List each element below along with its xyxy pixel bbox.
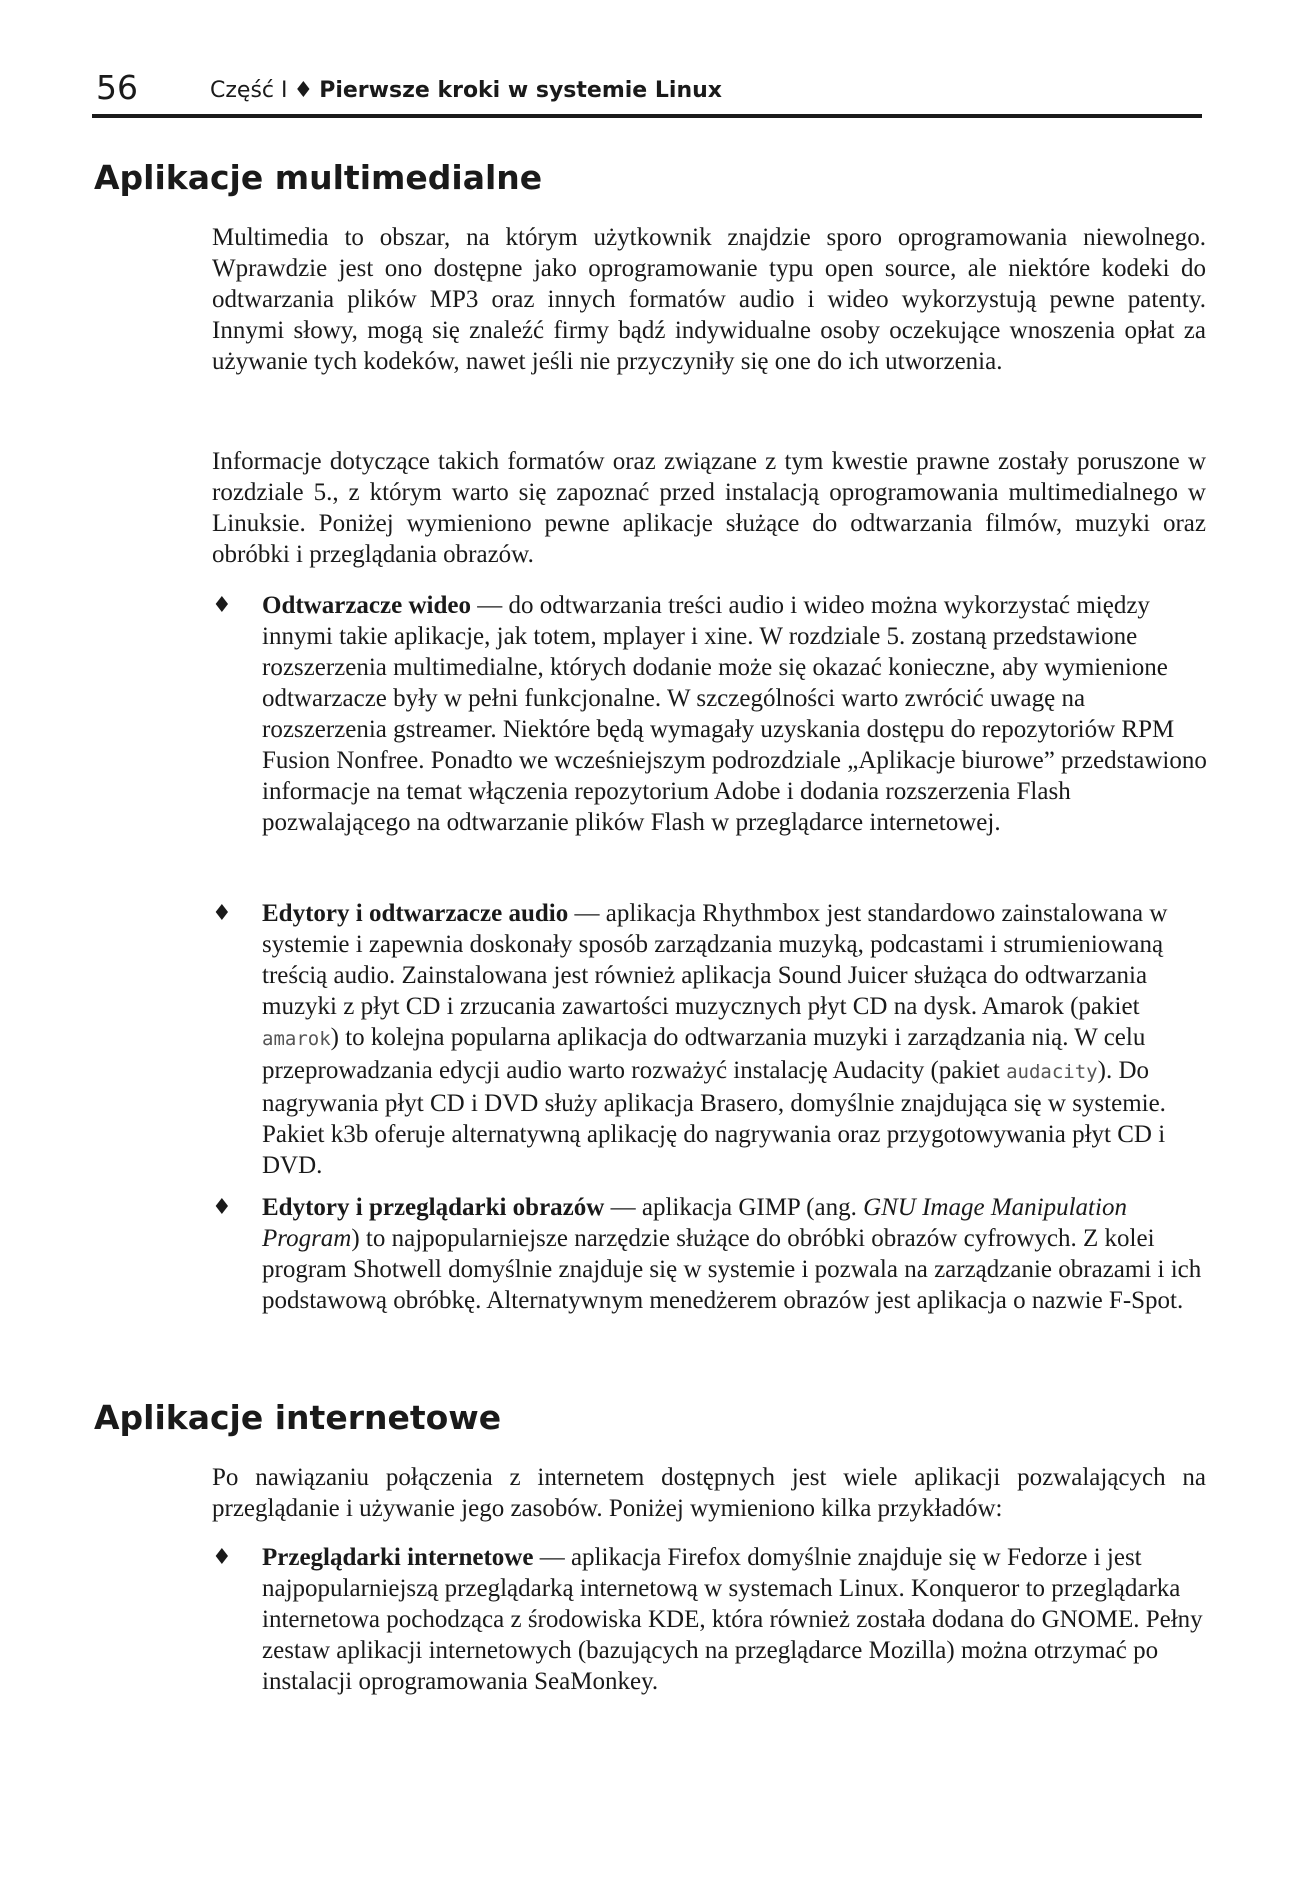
bullet-diamond-icon: ♦ — [212, 1195, 232, 1220]
running-header — [92, 68, 1202, 118]
list-item-description: ) to najpopularniejsze narzędzie służące do obróbki obrazów cyfrowych. Z kolei program Shotwell domyślnie znajduje się w systemie i pozwala na zarządzanie obrazami i ich podstawową obróbkę. Alternatywnym menedżerem obrazów jest aplikacja o nazwie F-Spot. — [262, 1225, 1202, 1314]
list-item-description: ). Do nagrywania płyt CD i DVD służy aplikacja Brasero, domyślnie znajdująca się w systemie. Pakiet k3b oferuje alternatywną aplikację do nagrywania oraz przygotowywania płyt CD i DVD. — [262, 1057, 1166, 1179]
list-item-text — [262, 1542, 1208, 1697]
list-item-description: — aplikacja Rhythmbox jest standardowo zainstalowana w systemie i zapewnia doskonały sposób zarządzania muzyką, podcastami i strumieniowaną treścią audio. Zainstalowana jest również aplikacja Sound Juicer służąca do odtwarzania muzyki z płyt CD i zrzucania zawartości muzycznych płyt CD na dysk. Amarok (pakiet — [262, 900, 1168, 1020]
paragraph: Multimedia to obszar, na którym użytkownik znajdzie sporo oprogramowania niewolnego. Wprawdzie jest ono dostępne jako oprogramowanie typu open source, ale niektóre kodeki do odtwarzania plików MP3 oraz innych formatów audio i wideo wykorzystują pewne patenty. Innymi słowy, mogą się znaleźć firmy bądź indywidualne osoby oczekujące wnoszenia opłat za używanie tych kodeków, nawet jeśli nie przyczyniły się one do ich utworzenia. — [212, 224, 1206, 375]
list-item-italic-term: GNU Image Manipulation Program — [262, 1194, 1127, 1252]
paragraph: Informacje dotyczące takich formatów oraz związane z tym kwestie prawne zostały poruszone w rozdziale 5., z którym warto się zapoznać przed instalacją oprogramowania multimedialnego w Linuksie. Poniżej wymieniono pewne aplikacje służące do odtwarzania filmów, muzyki oraz obróbki i przeglądania obrazów. — [212, 448, 1206, 568]
list-item-text — [262, 590, 1208, 838]
running-title — [210, 76, 722, 106]
list-item-text — [262, 1192, 1208, 1316]
list-item-term: Odtwarzacze wideo — [262, 592, 471, 619]
list-item-description: — aplikacja Firefox domyślnie znajduje się w Fedorze i jest najpopularniejszą przeglądarką internetową w systemach Linux. Konqueror to przeglądarka internetowa pochodząca z środowiska KDE, która również została dodana do GNOME. Pełny zestaw aplikacji internetowych (bazujących na przeglądarce Mozilla) można otrzymać po instalacji oprogramowania SeaMonkey. — [262, 1544, 1203, 1695]
list-item-term: Przeglądarki internetowe — [262, 1544, 534, 1571]
section-heading-internet: Aplikacje internetowe — [94, 1398, 502, 1437]
list-item-term: Edytory i przeglądarki obrazów — [262, 1194, 605, 1221]
bullet-diamond-icon: ♦ — [212, 593, 232, 618]
part-label: Część I — [210, 78, 288, 103]
paragraph-formats-info — [212, 446, 1206, 570]
list-item-text — [262, 898, 1208, 1181]
list-item-image-editors — [212, 1192, 1208, 1316]
paragraph-internet-intro — [212, 1462, 1206, 1524]
page-number: 56 — [96, 68, 138, 107]
list-item-audio-editors — [212, 898, 1208, 1181]
bullet-diamond-icon: ♦ — [212, 1545, 232, 1570]
chapter-title: Pierwsze kroki w systemie Linux — [319, 78, 722, 103]
section-heading-multimedia: Aplikacje multimedialne — [94, 158, 543, 197]
list-item-web-browsers — [212, 1542, 1208, 1697]
list-item-description: ) to kolejna popularna aplikacja do odtwarzania muzyki i zarządzania nią. W celu przeprowadzania edycji audio warto rozważyć instalację Audacity (pakiet — [262, 1024, 1146, 1084]
bullet-diamond-icon: ♦ — [212, 901, 232, 926]
paragraph-multimedia-intro — [212, 222, 1206, 377]
package-name-amarok: amarok — [262, 1028, 331, 1050]
list-item-term: Edytory i odtwarzacze audio — [262, 900, 569, 927]
list-item-description: — aplikacja GIMP (ang. — [604, 1194, 864, 1221]
list-item-description: — do odtwarzania treści audio i wideo można wykorzystać między innymi takie aplikacje, jak totem, mplayer i xine. W rozdziale 5. zostaną przedstawione rozszerzenia multimedialne, których dodanie może się okazać konieczne, aby wymienione odtwarzacze były w pełni funkcjonalne. W szczególności warto zwrócić uwagę na rozszerzenia gstreamer. Niektóre będą wymagały uzyskania dostępu do repozytoriów RPM Fusion Nonfree. Ponadto we wcześniejszym podrozdziale „Aplikacje biurowe” przedstawiono informacje na temat włączenia repozytorium Adobe i dodania rozszerzenia Flash pozwalającego na odtwarzanie plików Flash w przeglądarce internetowej. — [262, 592, 1207, 836]
list-item-video-players — [212, 590, 1208, 838]
diamond-separator-icon: ♦ — [293, 78, 314, 103]
package-name-audacity: audacity — [1006, 1061, 1098, 1083]
paragraph: Po nawiązaniu połączenia z internetem dostępnych jest wiele aplikacji pozwalających na przeglądanie i używanie jego zasobów. Poniżej wymieniono kilka przykładów: — [212, 1464, 1206, 1522]
